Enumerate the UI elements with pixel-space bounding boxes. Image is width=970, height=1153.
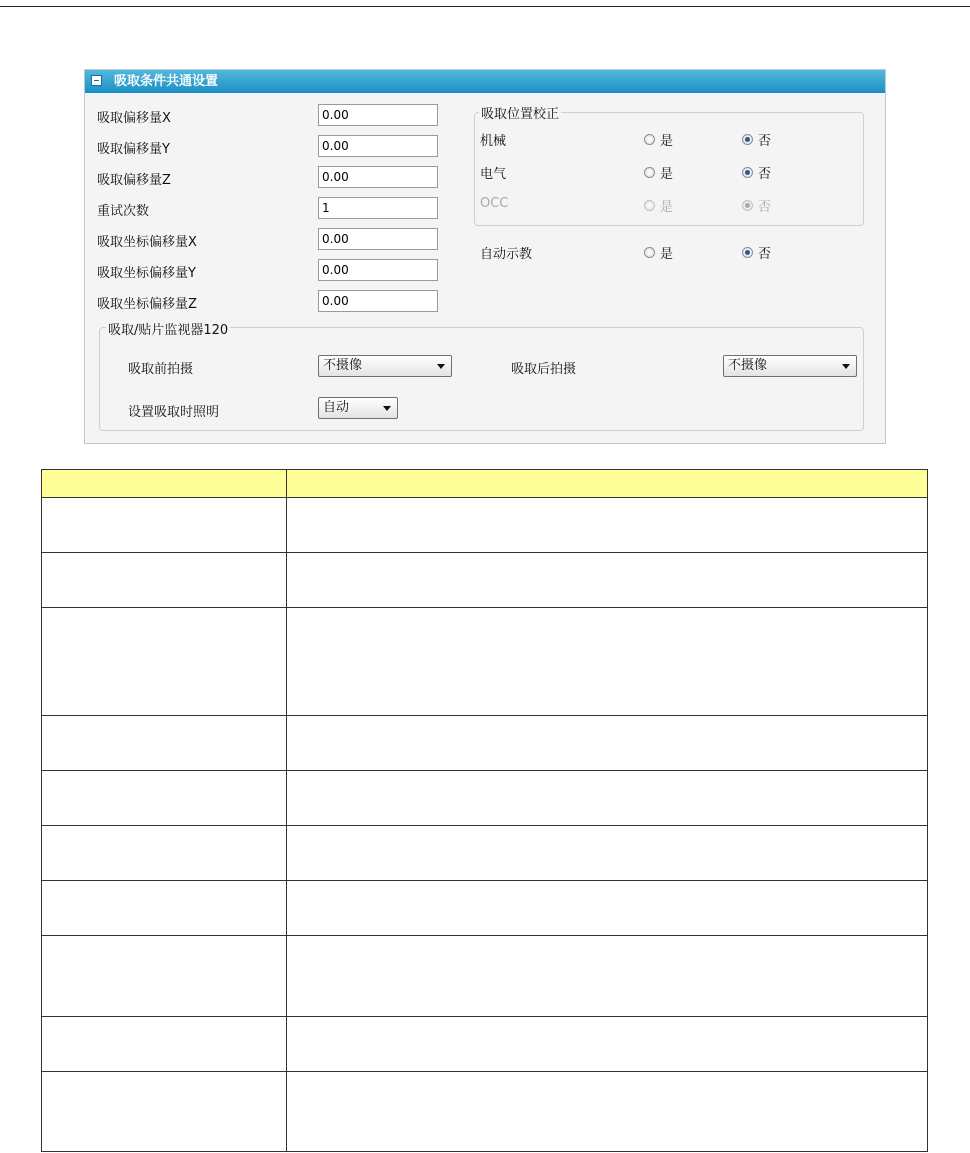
occ-yes-radio: 是 [644,196,673,215]
field-label-coord-offset-y: 吸取坐标偏移量Y [97,266,196,281]
mechanical-label: 机械 [480,134,507,149]
offset-z-input[interactable] [318,166,438,188]
after-capture-select[interactable]: 不摄像 [723,355,857,377]
table-cell [42,1072,287,1152]
dropdown-arrow-icon [383,406,391,411]
table-cell [287,881,928,936]
offset-x-input[interactable] [318,104,438,126]
table-cell [287,936,928,1017]
retry-count-input[interactable] [318,197,438,219]
field-label-offset-y: 吸取偏移量Y [97,142,170,157]
coord-offset-y-input[interactable] [318,259,438,281]
table-cell [42,1017,287,1072]
radio-selected-icon [742,200,753,211]
table-row [42,771,928,826]
radio-icon [644,167,655,178]
table-cell [287,716,928,771]
table-row [42,553,928,608]
auto-teach-label: 自动示教 [480,247,533,262]
radio-icon [644,200,655,211]
mechanical-no-radio[interactable]: 否 [742,130,771,149]
field-label-coord-offset-z: 吸取坐标偏移量Z [97,297,197,312]
table-cell [287,771,928,826]
table-row [42,608,928,716]
table-header-row [42,470,928,498]
before-capture-label: 吸取前拍摄 [128,362,194,377]
table-cell [287,498,928,553]
before-capture-select[interactable]: 不摄像 [318,355,452,377]
coord-offset-x-input[interactable] [318,228,438,250]
mechanical-yes-radio[interactable]: 是 [644,130,673,149]
table-cell [42,498,287,553]
field-label-coord-offset-x: 吸取坐标偏移量X [97,235,197,250]
table-cell [42,553,287,608]
table-row [42,716,928,771]
table-cell [287,553,928,608]
field-label-offset-z: 吸取偏移量Z [97,173,171,188]
occ-label: OCC [480,196,509,211]
collapse-icon[interactable] [91,75,102,86]
radio-selected-icon [742,247,753,258]
panel-title: 吸取条件共通设置 [114,74,219,89]
position-correction-title: 吸取位置校正 [479,103,561,122]
page-top-rule [0,6,970,7]
table-row [42,881,928,936]
table-row [42,498,928,553]
table-cell [287,608,928,716]
table-cell [42,771,287,826]
field-label-retry-count: 重试次数 [97,204,150,219]
electrical-yes-radio[interactable]: 是 [644,163,673,182]
table-cell [42,608,287,716]
radio-selected-icon [742,167,753,178]
lighting-label: 设置吸取时照明 [128,405,220,420]
table-header-cell [42,470,287,498]
auto-teach-no-radio[interactable]: 否 [742,243,771,262]
offset-y-input[interactable] [318,135,438,157]
table-cell [287,1017,928,1072]
coord-offset-z-input[interactable] [318,290,438,312]
occ-no-radio: 否 [742,196,771,215]
table-cell [287,826,928,881]
electrical-no-radio[interactable]: 否 [742,163,771,182]
table-row [42,936,928,1017]
table-header-cell [287,470,928,498]
monitor-group-title: 吸取/贴片监视器120 [106,319,230,338]
table-row [42,826,928,881]
table-cell [42,881,287,936]
table-row [42,1017,928,1072]
dropdown-arrow-icon [437,364,445,369]
after-capture-label: 吸取后拍摄 [511,362,577,377]
table-cell [42,716,287,771]
auto-teach-yes-radio[interactable]: 是 [644,243,673,262]
radio-icon [644,134,655,145]
lighting-select[interactable]: 自动 [318,397,398,419]
suction-common-settings-panel [84,69,886,444]
field-label-offset-x: 吸取偏移量X [97,111,171,126]
description-table [41,469,928,1152]
radio-selected-icon [742,134,753,145]
radio-icon [644,247,655,258]
dropdown-arrow-icon [842,364,850,369]
table-cell [42,936,287,1017]
table-cell [287,1072,928,1152]
panel-header[interactable] [85,70,885,93]
electrical-label: 电气 [480,167,507,182]
table-row [42,1072,928,1152]
table-cell [42,826,287,881]
